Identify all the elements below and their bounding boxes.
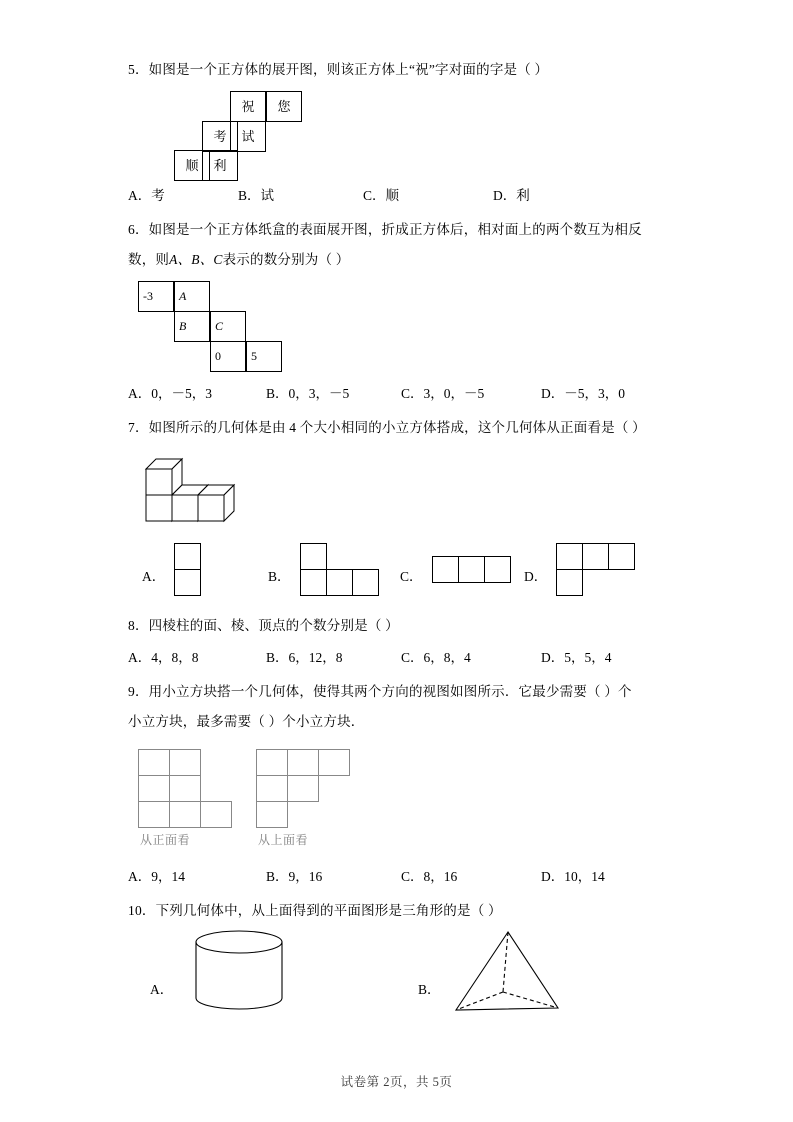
question-8-stem bbox=[128, 611, 668, 641]
question-6-choice-c[interactable]: C．3，0，－5 bbox=[401, 386, 485, 401]
pyramid-icon bbox=[448, 926, 578, 1022]
question-9-number: 9 bbox=[128, 684, 135, 699]
question-7-text: ．如图所示的几何体是由 4 个大小相同的小立方体搭成，这个几何体从正面看是（ ） bbox=[134, 420, 646, 435]
question-5-number: 5 bbox=[128, 62, 135, 77]
question-7-option-a-label: A． bbox=[142, 569, 166, 584]
net6-cell-c: C bbox=[210, 311, 246, 342]
question-6-text-1: ．如图是一个正方体纸盒的表面展开图，折成正方体后，相对面上的两个数互为相反 bbox=[134, 222, 642, 237]
question-5-choice-a[interactable]: A．考 bbox=[128, 188, 165, 203]
question-7-options bbox=[128, 535, 668, 605]
cell bbox=[256, 775, 288, 802]
cell bbox=[169, 801, 201, 828]
question-9-choices bbox=[128, 862, 668, 892]
question-9-stem-line1 bbox=[128, 677, 668, 707]
question-9-figure bbox=[128, 743, 668, 858]
question-5-choice-d[interactable]: D．利 bbox=[493, 188, 530, 203]
question-7-number: 7 bbox=[128, 420, 135, 435]
question-7 bbox=[128, 413, 668, 605]
question-9-stem-line2 bbox=[128, 707, 668, 737]
question-5-choices bbox=[128, 181, 668, 211]
cell bbox=[174, 543, 201, 570]
question-8-number: 8 bbox=[128, 618, 135, 633]
question-7-stem bbox=[128, 413, 668, 443]
net-cell-shi: 试 bbox=[230, 121, 266, 152]
cell bbox=[458, 556, 485, 583]
question-6 bbox=[128, 215, 668, 409]
question-5-choice-b[interactable]: B．试 bbox=[238, 188, 275, 203]
question-8-choice-d[interactable]: D．5，5，4 bbox=[541, 650, 612, 665]
cell bbox=[256, 801, 288, 828]
question-5-text: ．如图是一个正方体的展开图，则该正方体上“祝”字对面的字是（ ） bbox=[134, 62, 549, 77]
question-10-option-a-label: A． bbox=[150, 982, 174, 997]
cell bbox=[169, 749, 201, 776]
question-5-figure bbox=[128, 91, 668, 177]
net6-cell-a: A bbox=[174, 281, 210, 312]
question-9-views bbox=[138, 743, 668, 858]
cell bbox=[169, 775, 201, 802]
cell bbox=[138, 801, 170, 828]
question-7-figure bbox=[128, 449, 668, 605]
cell bbox=[287, 775, 319, 802]
cell bbox=[556, 543, 583, 570]
cell bbox=[582, 543, 609, 570]
question-10-options bbox=[128, 928, 668, 1020]
question-9-text-2: 小立方块，最多需要（ ）个小立方块． bbox=[128, 714, 365, 729]
question-9-choice-d[interactable]: D．10，14 bbox=[541, 869, 605, 884]
question-6-choice-d[interactable]: D．－5，3，0 bbox=[541, 386, 625, 401]
question-8-choice-b[interactable]: B．6，12，8 bbox=[266, 650, 343, 665]
cube-solid-7 bbox=[138, 449, 668, 529]
cell bbox=[608, 543, 635, 570]
page-footer: 试卷第 2页，共 5页 bbox=[340, 1075, 453, 1089]
net-cell-zhu: 祝 bbox=[230, 91, 266, 122]
question-6-stem-line1 bbox=[128, 215, 668, 245]
solid-7-svg bbox=[138, 449, 278, 529]
cell bbox=[138, 775, 170, 802]
question-6-choice-a[interactable]: A．0，－5，3 bbox=[128, 386, 212, 401]
question-8-choices bbox=[128, 643, 668, 673]
cell bbox=[352, 569, 379, 596]
question-6-choices bbox=[128, 379, 668, 409]
question-9 bbox=[128, 677, 668, 892]
question-list bbox=[128, 55, 668, 1024]
front-view-caption: 从正面看 bbox=[140, 833, 191, 847]
question-9-choice-a[interactable]: A．9，14 bbox=[128, 869, 185, 884]
question-10-option-b-label: B． bbox=[418, 982, 441, 997]
net6-cell-minus3: -3 bbox=[138, 281, 174, 312]
question-10-option-b-pyramid[interactable] bbox=[448, 926, 578, 1022]
cell bbox=[200, 801, 232, 828]
net-cell-nin: 您 bbox=[266, 91, 302, 122]
question-8-choice-a[interactable]: A．4，8，8 bbox=[128, 650, 199, 665]
question-8-choice-c[interactable]: C．6，8，4 bbox=[401, 650, 471, 665]
question-5 bbox=[128, 55, 668, 211]
question-7-option-d-label: D． bbox=[524, 569, 548, 584]
question-8 bbox=[128, 611, 668, 673]
net6-cell-b: B bbox=[174, 311, 210, 342]
cell bbox=[300, 543, 327, 570]
cell bbox=[256, 749, 288, 776]
cell bbox=[556, 569, 583, 596]
question-7-option-c-label: C． bbox=[400, 569, 423, 584]
question-6-number: 6 bbox=[128, 222, 135, 237]
cube-net-6 bbox=[138, 281, 668, 375]
question-10-text: ．下列几何体中，从上面得到的平面图形是三角形的是（ ） bbox=[141, 903, 502, 918]
net-cell-kao: 考 bbox=[202, 121, 238, 152]
question-6-vars: A、B、C bbox=[169, 252, 223, 267]
question-10 bbox=[128, 896, 668, 1020]
question-10-stem bbox=[128, 896, 668, 926]
question-6-choice-b[interactable]: B．0，3，－5 bbox=[266, 386, 350, 401]
cylinder-icon bbox=[186, 928, 306, 1020]
cell bbox=[432, 556, 459, 583]
question-5-stem bbox=[128, 55, 668, 85]
cell bbox=[300, 569, 327, 596]
net-cell-li: 利 bbox=[202, 150, 238, 181]
cell bbox=[326, 569, 353, 596]
cell bbox=[138, 749, 170, 776]
question-7-option-b-label: B． bbox=[268, 569, 291, 584]
net6-cell-zero: 0 bbox=[210, 341, 246, 372]
question-6-text-2a: 数，则 bbox=[128, 252, 170, 267]
question-6-figure bbox=[128, 281, 668, 375]
question-6-text-2b: 表示的数分别为（ ） bbox=[222, 252, 350, 267]
cell bbox=[287, 749, 319, 776]
cell bbox=[318, 749, 350, 776]
question-8-text: ．四棱柱的面、棱、顶点的个数分别是（ ） bbox=[134, 618, 399, 633]
question-5-choice-c[interactable]: C．顺 bbox=[363, 188, 400, 203]
cell bbox=[484, 556, 511, 583]
top-view-caption: 从上面看 bbox=[258, 833, 309, 847]
question-10-number: 10 bbox=[128, 903, 142, 918]
question-6-stem-line2 bbox=[128, 245, 668, 275]
question-10-option-a-cylinder[interactable] bbox=[186, 928, 306, 1020]
question-9-choice-b[interactable]: B．9，16 bbox=[266, 869, 323, 884]
net-cell-shun: 顺 bbox=[174, 150, 210, 181]
net6-cell-five: 5 bbox=[246, 341, 282, 372]
question-9-text-1: ．用小立方块搭一个几何体，使得其两个方向的视图如图所示．它最少需要（ ）个 bbox=[134, 684, 632, 699]
cube-net-5 bbox=[166, 91, 668, 177]
cell bbox=[174, 569, 201, 596]
question-9-choice-c[interactable]: C．8，16 bbox=[401, 869, 458, 884]
